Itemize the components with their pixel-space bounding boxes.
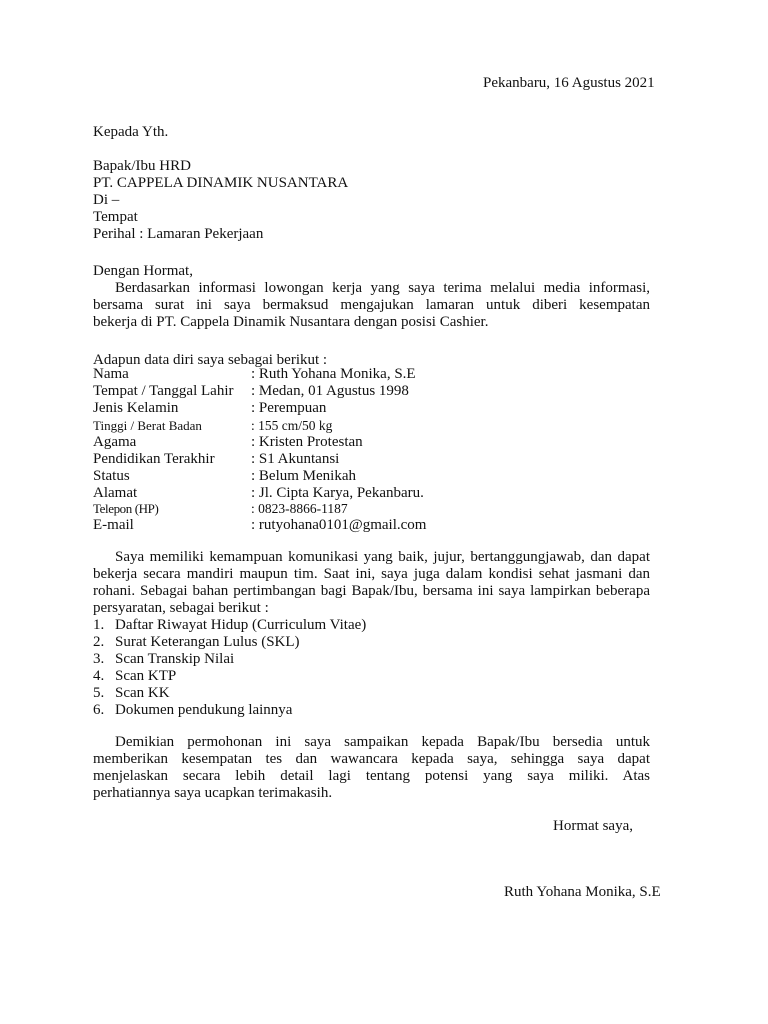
list-text: Scan KK [115, 685, 170, 701]
list-number: 4. [93, 668, 105, 684]
data-value: : 155 cm/50 kg [251, 418, 333, 433]
data-value: : Perempuan [251, 400, 327, 416]
data-value: : Belum Menikah [251, 468, 356, 484]
data-label: Jenis Kelamin [93, 400, 179, 416]
closing-paragraph-line: menjelaskan secara lebih detail lagi tentang potensi yang saya miliki. Atas [93, 768, 650, 784]
list-number: 1. [93, 617, 105, 633]
data-label: Tinggi / Berat Badan [93, 418, 202, 433]
ability-paragraph-line: Saya memiliki kemampuan komunikasi yang baik, jujur, bertanggungjawab, dan dapat [115, 549, 650, 565]
recipient-line: Bapak/Ibu HRD [93, 158, 191, 174]
recipient-line: Tempat [93, 209, 138, 225]
list-number: 2. [93, 634, 105, 650]
ability-paragraph-line: persyaratan, sebagai berikut : [93, 600, 269, 616]
place-date: Pekanbaru, 16 Agustus 2021 [483, 75, 655, 91]
data-intro: Adapun data diri saya sebagai berikut : [93, 352, 328, 368]
data-label: Agama [93, 434, 137, 450]
list-number: 5. [93, 685, 105, 701]
data-value: : Ruth Yohana Monika, S.E [251, 366, 416, 382]
intro-paragraph-line: bekerja di PT. Cappela Dinamik Nusantara dengan posisi Cashier. [93, 314, 489, 330]
data-value: : S1 Akuntansi [251, 451, 340, 467]
data-label: Status [93, 468, 130, 484]
list-text: Scan Transkip Nilai [115, 651, 235, 667]
list-number: 3. [93, 651, 105, 667]
data-value: : Kristen Protestan [251, 434, 363, 450]
salutation-to: Kepada Yth. [93, 124, 169, 140]
data-value: : 0823-8866-1187 [251, 501, 348, 516]
data-value: : rutyohana0101@gmail.com [251, 517, 427, 533]
data-label: E-mail [93, 517, 134, 533]
sign-off: Hormat saya, [553, 818, 633, 834]
list-text: Dokumen pendukung lainnya [115, 702, 293, 718]
list-text: Scan KTP [115, 668, 177, 684]
intro-paragraph-line: bersama surat ini saya bermaksud mengajukan lamaran untuk diberi kesempatan [93, 297, 650, 313]
recipient-line: Di – [93, 192, 120, 208]
intro-paragraph-line: Berdasarkan informasi lowongan kerja yang saya terima melalui media informasi, [115, 280, 650, 296]
data-label: Tempat / Tanggal Lahir [93, 383, 234, 399]
data-value: : Medan, 01 Agustus 1998 [251, 383, 409, 399]
list-number: 6. [93, 702, 105, 718]
data-label: Telepon (HP) [93, 501, 159, 516]
ability-paragraph-line: rohani. Sebagai bahan pertimbangan bagi Bapak/Ibu, bersama ini saya lampirkan beberapa [93, 583, 650, 599]
recipient-company: PT. CAPPELA DINAMIK NUSANTARA [93, 175, 349, 191]
data-label: Alamat [93, 485, 138, 501]
list-text: Daftar Riwayat Hidup (Curriculum Vitae) [115, 617, 367, 633]
closing-paragraph-line: memberikan kesempatan tes dan wawancara kepada saya, sehingga saya dapat [93, 751, 650, 767]
greeting: Dengan Hormat, [93, 263, 193, 279]
list-text: Surat Keterangan Lulus (SKL) [115, 634, 300, 650]
data-label: Nama [93, 366, 129, 382]
ability-paragraph-line: bekerja secara mandiri maupun tim. Saat ini, saya juga dalam kondisi sehat jasmani dan [93, 566, 650, 582]
closing-paragraph-line: perhatiannya saya ucapkan terimakasih. [93, 785, 333, 801]
closing-paragraph-line: Demikian permohonan ini saya sampaikan kepada Bapak/Ibu bersedia untuk [115, 734, 650, 750]
signature-name: Ruth Yohana Monika, S.E [504, 884, 661, 900]
data-label: Pendidikan Terakhir [93, 451, 215, 467]
data-value: : Jl. Cipta Karya, Pekanbaru. [251, 485, 424, 501]
subject-line: Perihal : Lamaran Pekerjaan [93, 226, 264, 242]
